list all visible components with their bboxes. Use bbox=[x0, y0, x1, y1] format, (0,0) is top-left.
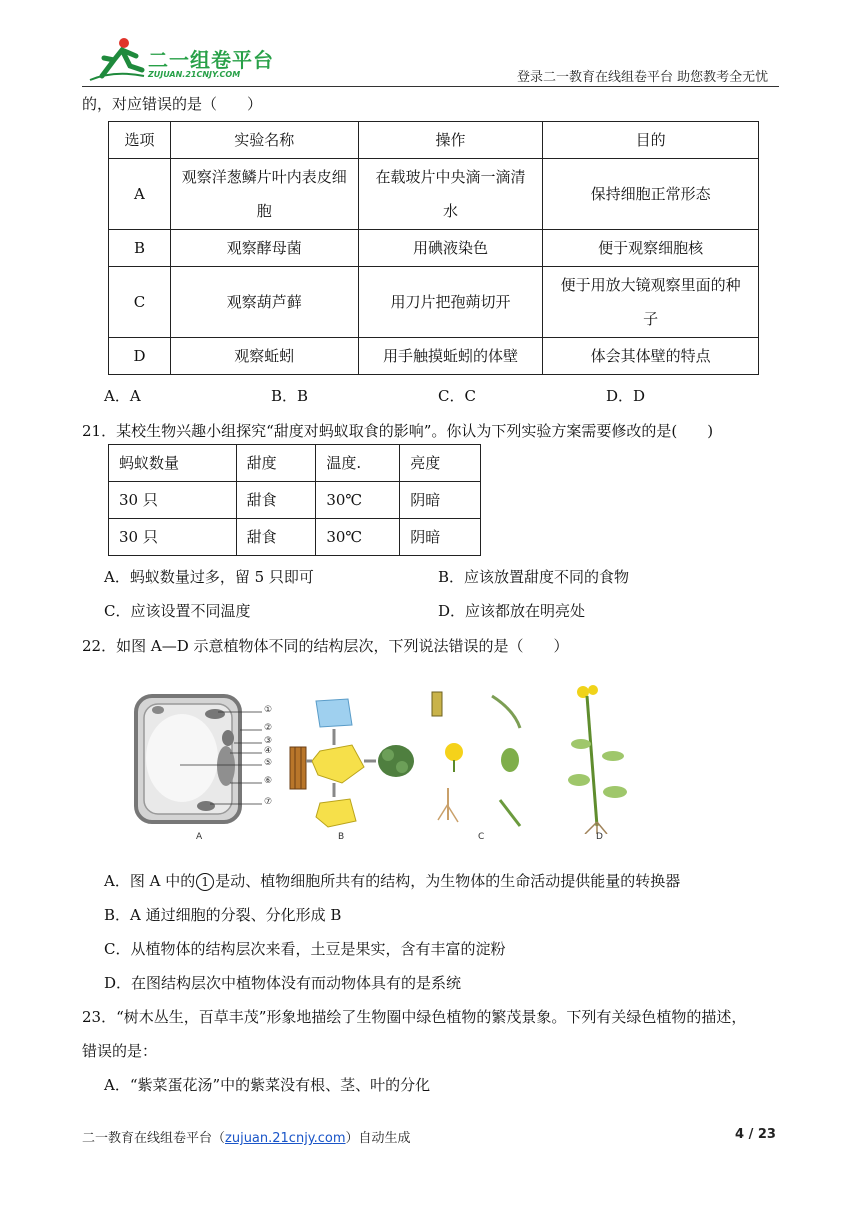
tissues-image bbox=[286, 695, 418, 835]
q21-table bbox=[108, 444, 481, 556]
table-cell: B bbox=[109, 230, 171, 267]
logo-runner-icon bbox=[84, 36, 146, 82]
footer-source: 二一教育在线组卷平台（zujuan.21cnjy.com）自动生成 bbox=[82, 1131, 411, 1146]
table-row bbox=[109, 230, 759, 267]
table-cell: 观察葫芦藓 bbox=[170, 267, 358, 338]
circled-number: 1 bbox=[196, 873, 214, 891]
table-cell: 保持细胞正常形态 bbox=[543, 159, 759, 230]
q20-option-a[interactable]: A．A bbox=[104, 387, 141, 405]
table-header: 亮度 bbox=[400, 445, 481, 482]
q23-option-a[interactable]: A．“紫菜蛋花汤”中的紫菜没有根、茎、叶的分化 bbox=[104, 1076, 431, 1094]
q23-stem-line2: 错误的是： bbox=[82, 1042, 158, 1060]
q22-option-d[interactable]: D．在图结构层次中植物体没有而动物体具有的是系统 bbox=[104, 974, 462, 992]
table-cell: D bbox=[109, 338, 171, 375]
q20-table bbox=[108, 121, 759, 375]
header-slogan: 登录二一教育在线组卷平台 助您教考全无忧 bbox=[517, 70, 769, 85]
cell-label-5: ⑤ bbox=[264, 758, 273, 768]
logo-url: ZUJUAN.21CNJY.COM bbox=[148, 70, 241, 79]
cell-label-7: ⑦ bbox=[264, 797, 273, 807]
table-cell: 观察蚯蚓 bbox=[170, 338, 358, 375]
page-number: 4 / 23 bbox=[735, 1127, 776, 1142]
table-header: 目的 bbox=[543, 122, 759, 159]
cell-label-1: ① bbox=[264, 705, 273, 715]
q20-option-c[interactable]: C．C bbox=[438, 387, 476, 405]
table-header: 温度. bbox=[316, 445, 400, 482]
table-header: 选项 bbox=[109, 122, 171, 159]
table-cell: 观察洋葱鳞片叶内表皮细 胞 bbox=[170, 159, 358, 230]
q22-option-c[interactable]: C．从植物体的结构层次来看，土豆是果实，含有丰富的淀粉 bbox=[104, 940, 506, 958]
q21-option-c[interactable]: C．应该设置不同温度 bbox=[104, 602, 251, 620]
table-cell: C bbox=[109, 267, 171, 338]
whole-plant-image bbox=[563, 684, 639, 834]
q20-option-d[interactable]: D．D bbox=[606, 387, 646, 405]
table-row bbox=[109, 519, 481, 556]
table-cell: A bbox=[109, 159, 171, 230]
q21-option-b[interactable]: B．应该放置甜度不同的食物 bbox=[438, 568, 630, 586]
header-divider bbox=[82, 86, 779, 87]
table-cell: 甜食 bbox=[236, 519, 316, 556]
table-row bbox=[109, 267, 759, 338]
table-header: 操作 bbox=[358, 122, 543, 159]
table-cell: 观察酵母菌 bbox=[170, 230, 358, 267]
table-row bbox=[109, 482, 481, 519]
table-cell: 30 只 bbox=[109, 482, 237, 519]
cell-label-3: ③ bbox=[264, 736, 273, 746]
q20-stem-tail: 的，对应错误的是（ ） bbox=[82, 95, 263, 113]
table-cell: 便于用放大镜观察里面的种 子 bbox=[543, 267, 759, 338]
q21-option-a[interactable]: A．蚂蚁数量过多，留 5 只即可 bbox=[104, 568, 314, 586]
q21-option-d[interactable]: D．应该都放在明亮处 bbox=[438, 602, 586, 620]
table-cell: 阴暗 bbox=[400, 482, 481, 519]
table-header-row bbox=[109, 122, 759, 159]
table-row bbox=[109, 159, 759, 230]
table-header: 实验名称 bbox=[170, 122, 358, 159]
q22-stem: 22．如图 A—D 示意植物体不同的结构层次，下列说法错误的是（ ） bbox=[82, 637, 569, 655]
table-cell: 体会其体壁的特点 bbox=[543, 338, 759, 375]
cell-label-6: ⑥ bbox=[264, 776, 273, 786]
table-cell: 30℃ bbox=[316, 519, 400, 556]
table-cell: 在载玻片中央滴一滴清 水 bbox=[358, 159, 543, 230]
table-cell: 甜食 bbox=[236, 482, 316, 519]
table-cell: 便于观察细胞核 bbox=[543, 230, 759, 267]
table-row bbox=[109, 338, 759, 375]
table-cell: 30 只 bbox=[109, 519, 237, 556]
table-cell: 30℃ bbox=[316, 482, 400, 519]
table-header: 甜度 bbox=[236, 445, 316, 482]
cell-label-2: ② bbox=[264, 723, 273, 733]
table-cell: 用手触摸蚯蚓的体壁 bbox=[358, 338, 543, 375]
footer-link[interactable]: zujuan.21cnjy.com bbox=[225, 1131, 346, 1146]
q22-option-a[interactable]: A．图 A 中的 1 是动、植物细胞所共有的结构，为生物体的生命活动提供能量的转换器 bbox=[104, 872, 681, 890]
plant-cell-image bbox=[130, 690, 280, 828]
q21-stem: 21．某校生物兴趣小组探究“甜度对蚂蚁取食的影响”。你认为下列实验方案需要修改的是( ) bbox=[82, 422, 714, 440]
table-header: 蚂蚁数量 bbox=[109, 445, 237, 482]
cell-label-4: ④ bbox=[264, 746, 273, 756]
q23-stem-line1: 23．“树木丛生，百草丰茂”形象地描绘了生物圈中绿色植物的繁茂景象。下列有关绿色植物的描述， bbox=[82, 1008, 747, 1026]
table-cell: 用碘液染色 bbox=[358, 230, 543, 267]
fig-label-a: A bbox=[196, 832, 203, 842]
q22-option-b[interactable]: B．A 通过细胞的分裂、分化形成 B bbox=[104, 906, 342, 924]
logo-text: 二一组卷平台 bbox=[148, 48, 274, 72]
table-cell: 阴暗 bbox=[400, 519, 481, 556]
q20-option-b[interactable]: B．B bbox=[271, 387, 309, 405]
fig-label-c: C bbox=[478, 832, 485, 842]
table-header-row bbox=[109, 445, 481, 482]
table-cell: 用刀片把孢蒴切开 bbox=[358, 267, 543, 338]
fig-label-d: D bbox=[596, 832, 603, 842]
organs-image bbox=[428, 688, 528, 828]
fig-label-b: B bbox=[338, 832, 345, 842]
